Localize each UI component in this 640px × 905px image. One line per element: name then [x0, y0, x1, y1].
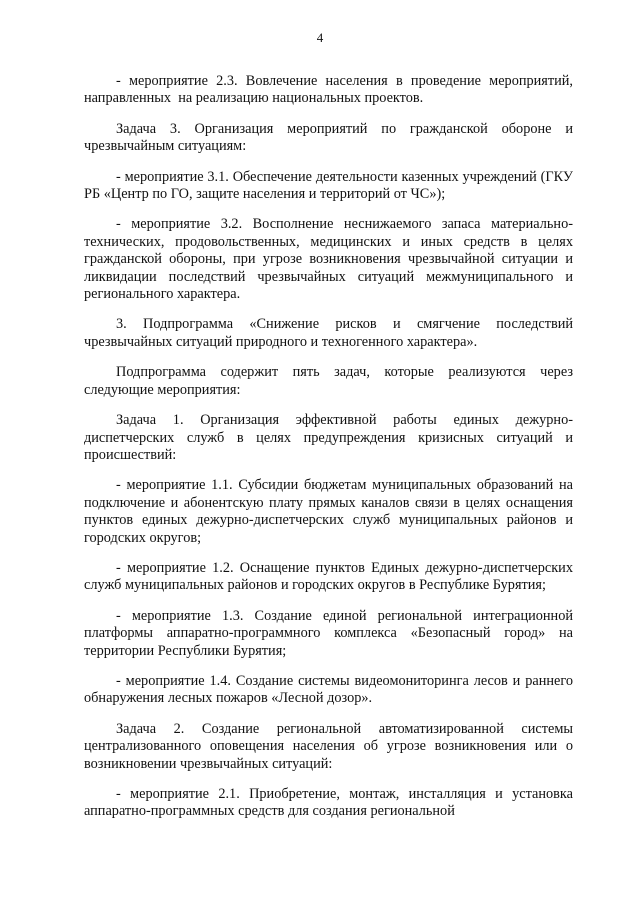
paragraph-task-2: Задача 2. Создание региональной автоматизированной системы централизованного оповещения населения об угрозе возникновения или о возникновении чрезвычайных ситуаций: — [84, 720, 577, 772]
paragraph-measure-3-1: - мероприятие 3.1. Обеспечение деятельности казенных учреждений (ГКУ РБ «Центр по ГО, защите населения и территорий от ЧС»); — [84, 168, 577, 203]
paragraph-subprogram-intro: Подпрограмма содержит пять задач, которые реализуются через следующие мероприятия: — [84, 364, 577, 398]
document-body — [84, 73, 577, 834]
paragraph-measure-1-4: - мероприятие 1.4. Создание системы видеомониторинга лесов и раннего обнаружения лесных пожаров «Лесной дозор». — [84, 672, 577, 707]
paragraph-measure-2-1: - мероприятие 2.1. Приобретение, монтаж, инсталляция и установка аппаратно-программных средств для создания региональной — [84, 786, 577, 820]
paragraph-measure-3-2: - мероприятие 3.2. Восполнение неснижаемого запаса материально-технических, продовольственных, медицинских и иных средств в целях гражданской обороны, при угрозе возникновения чрезвычайной ситуации и ликвидации последствий чрезвычайных ситуаций межмуниципального и регионального характера. — [84, 216, 577, 303]
paragraph-measure-2-3: - мероприятие 2.3. Вовлечение населения в проведение мероприятий, направленных на реализацию национальных проектов. — [84, 73, 577, 107]
paragraph-subprogram-3: 3. Подпрограмма «Снижение рисков и смягчение последствий чрезвычайных ситуаций природного и техногенного характера». — [84, 316, 577, 350]
paragraph-measure-1-2: - мероприятие 1.2. Оснащение пунктов Единых дежурно-диспетчерских служб муниципальных районов и городских округов в Республике Бурятия; — [84, 559, 577, 594]
paragraph-measure-1-1: - мероприятие 1.1. Субсидии бюджетам муниципальных образований на подключение и абонентскую плату прямых каналов связи в целях оснащения пунктов единых дежурно-диспетчерских служб муниципальных районов и городских округов; — [84, 477, 577, 546]
paragraph-measure-1-3: - мероприятие 1.3. Создание единой региональной интеграционной платформы аппаратно-программного комплекса «Безопасный город» на территории Республики Бурятия; — [84, 607, 577, 659]
page-number: 4 — [316, 30, 324, 45]
paragraph-task-3: Задача 3. Организация мероприятий по гражданской обороне и чрезвычайным ситуациям: — [84, 120, 577, 155]
paragraph-task-1: Задача 1. Организация эффективной работы единых дежурно-диспетчерских служб в целях предупреждения кризисных ситуаций и происшествий: — [84, 412, 577, 463]
